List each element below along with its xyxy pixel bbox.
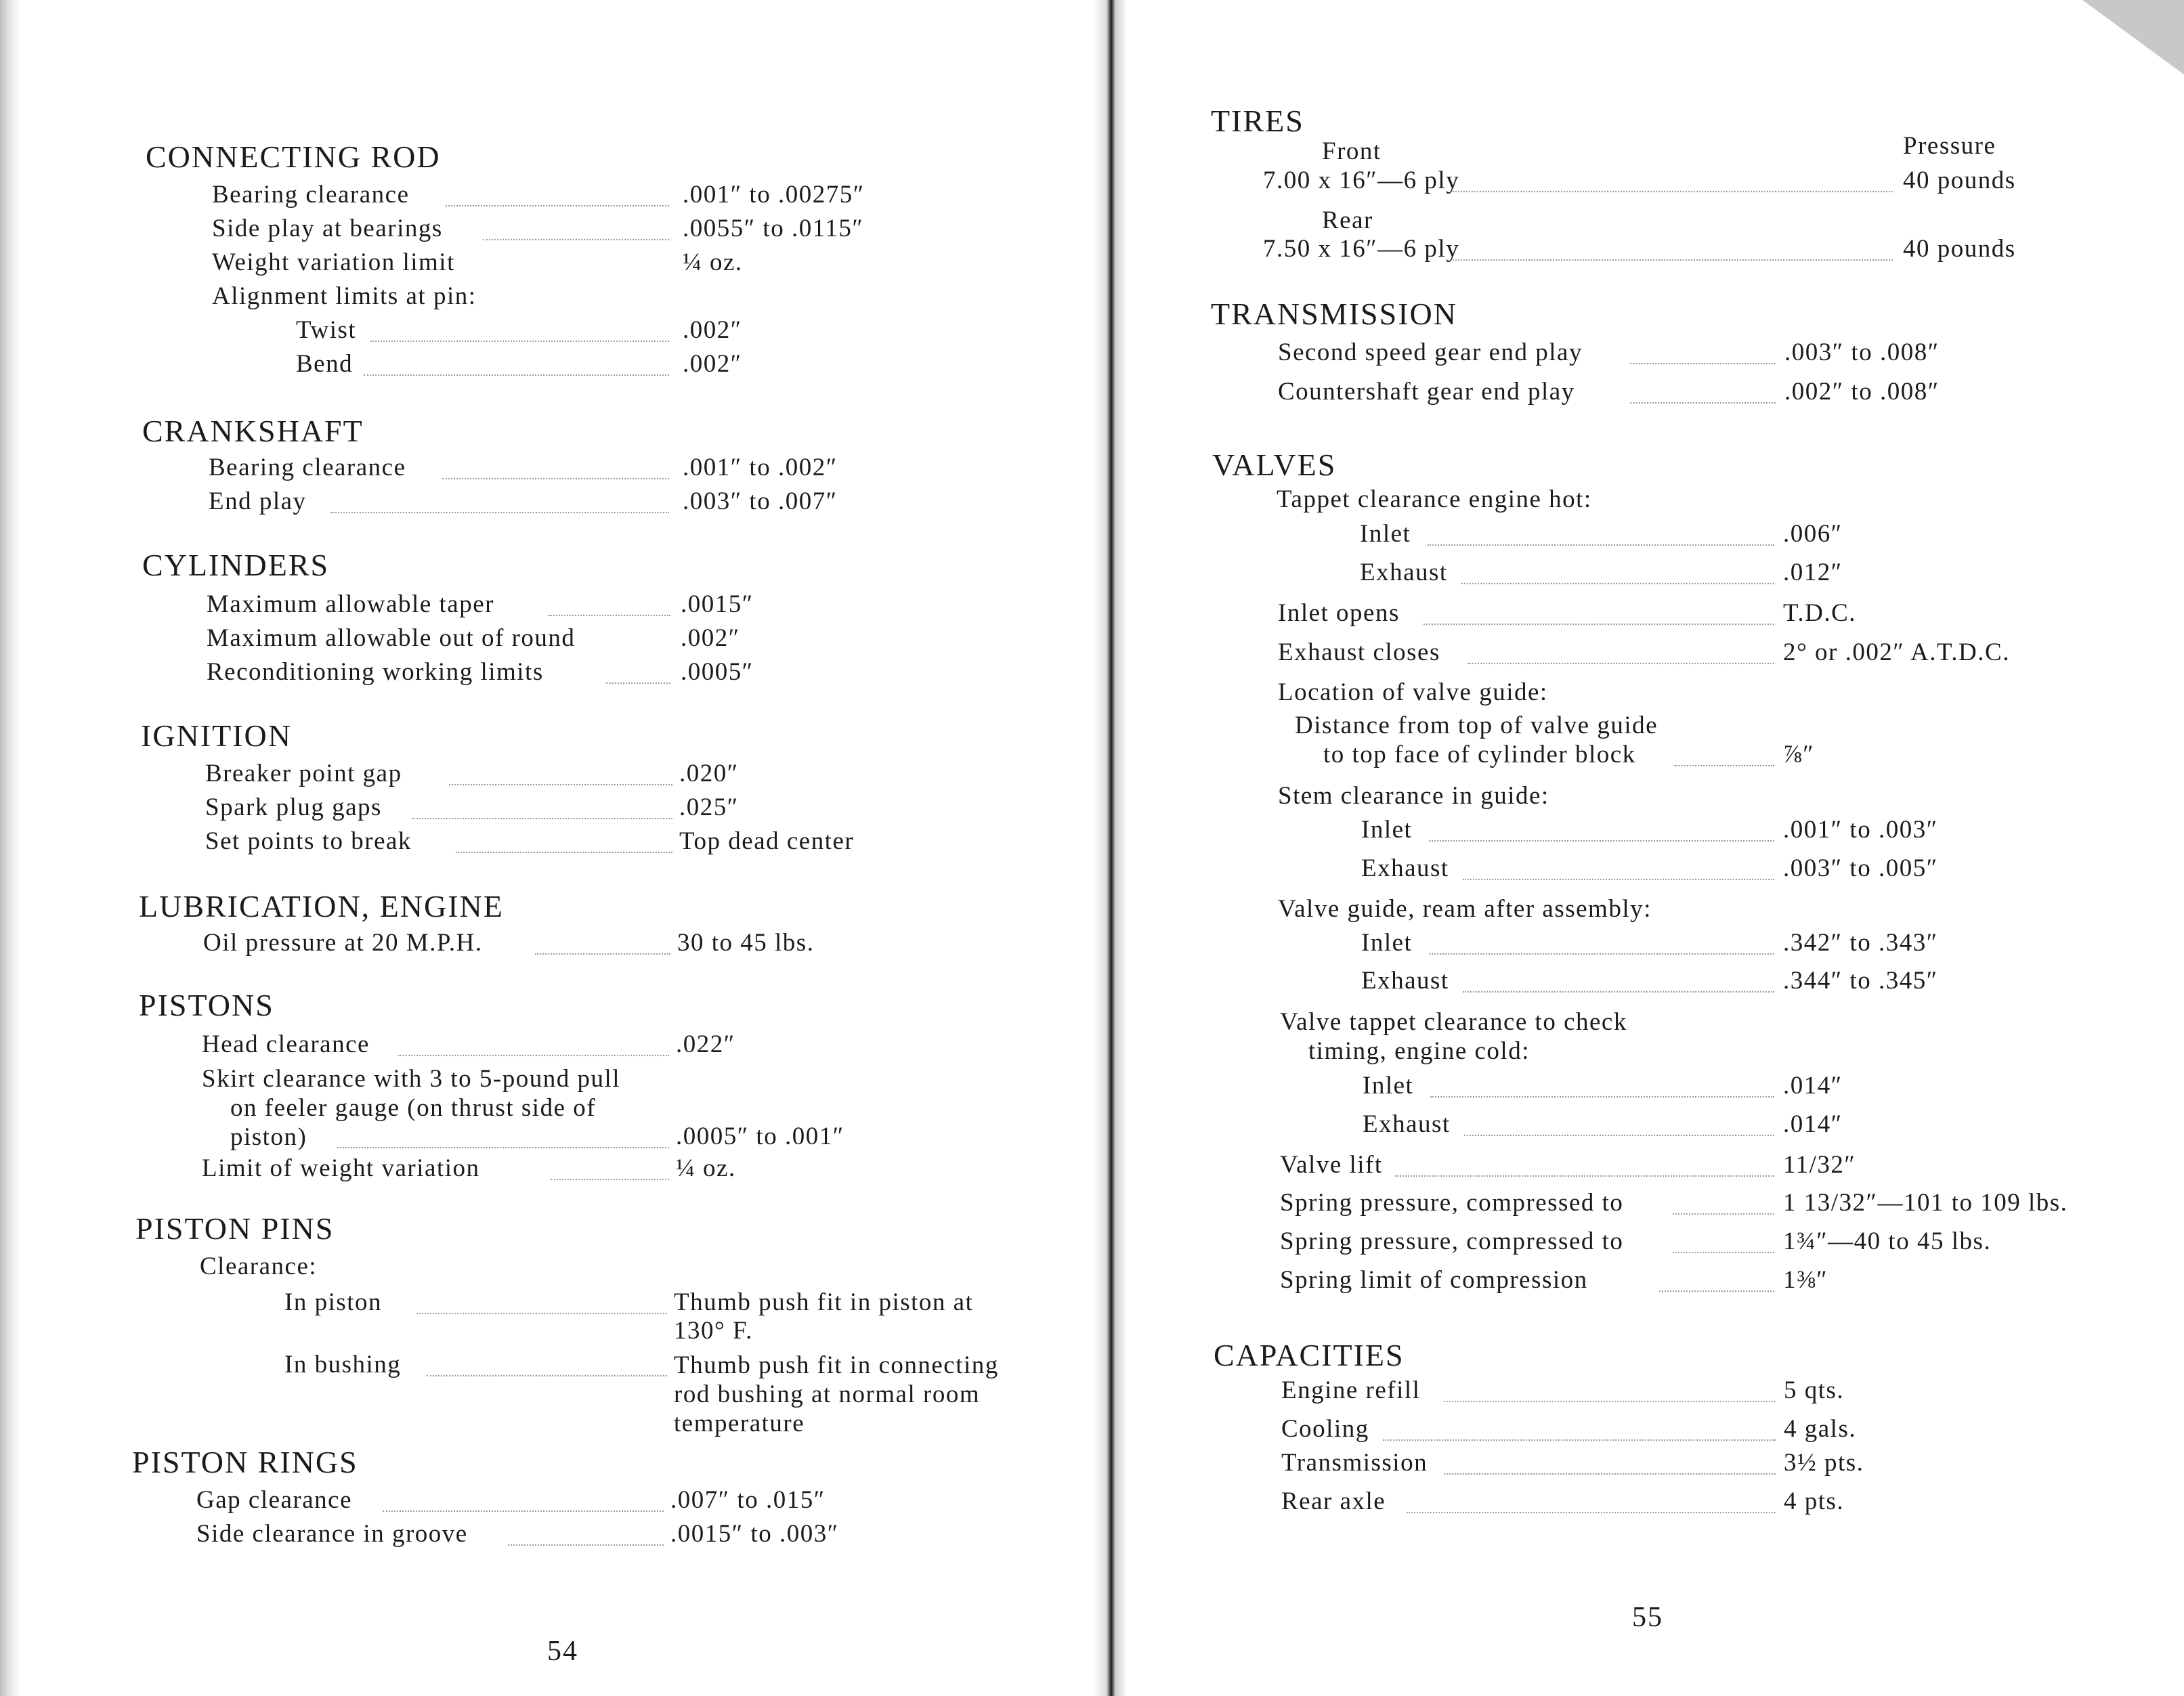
spec-label: Bearing clearance xyxy=(209,454,406,481)
spec-subheading-tappet-hot xyxy=(1277,485,2089,523)
spec-value: 40 pounds xyxy=(1903,235,2016,263)
spec-label: Valve lift xyxy=(1280,1151,1383,1179)
spec-value: 4 pts. xyxy=(1784,1487,1845,1515)
spec-label: Side clearance in groove xyxy=(196,1520,468,1548)
spec-label: Bearing clearance xyxy=(212,181,410,209)
dot-leader xyxy=(508,1544,664,1546)
dot-leader xyxy=(427,1375,667,1376)
spec-row-stem-exhaust xyxy=(1361,854,2106,892)
skirt-line-3: piston) xyxy=(230,1123,307,1151)
spec-label: Head clearance xyxy=(202,1030,370,1058)
spec-value: Thumb push fit in connecting rod bushing at normal room temperature xyxy=(674,1351,999,1437)
spec-row-second-speed xyxy=(1278,339,2091,376)
dot-leader xyxy=(1468,663,1774,664)
spec-value: .001″ to .002″ xyxy=(683,454,838,481)
dot-leader xyxy=(606,682,670,684)
spec-label: Cooling xyxy=(1281,1415,1369,1443)
spec-row-in-piston xyxy=(284,1288,1029,1349)
spec-value: .025″ xyxy=(679,793,739,821)
spec-row-max-out-of-round xyxy=(207,624,884,662)
dot-leader xyxy=(1464,1135,1774,1136)
spec-subheading-clearance xyxy=(200,1253,877,1290)
spec-value: .001″ to .003″ xyxy=(1783,816,1938,844)
dot-leader xyxy=(330,512,669,513)
spec-value: ¼ oz. xyxy=(676,1154,736,1182)
spec-value: .003″ to .005″ xyxy=(1783,854,1938,882)
section-title-ignition: IGNITION xyxy=(141,718,292,753)
spec-row-exhaust-closes xyxy=(1278,638,2124,676)
spec-row-transmission-capacity xyxy=(1281,1449,2094,1487)
spec-row-stem-inlet xyxy=(1361,816,2106,854)
dot-leader xyxy=(412,818,672,819)
spec-row-bend xyxy=(296,350,905,388)
dot-leader xyxy=(398,1055,669,1056)
spec-value: .0015″ to .003″ xyxy=(670,1520,839,1548)
spec-label: Exhaust xyxy=(1361,854,1449,882)
dot-leader xyxy=(483,239,669,240)
spec-subheading-stem xyxy=(1278,782,2091,820)
spec-row-side-clearance xyxy=(196,1520,874,1558)
dot-leader xyxy=(1673,1213,1774,1215)
spec-row-skirt-clearance xyxy=(202,1064,879,1159)
spec-row-weight-limit xyxy=(202,1154,879,1192)
dot-leader xyxy=(1463,879,1774,880)
spec-row-twist xyxy=(296,316,905,354)
spec-label: Set points to break xyxy=(205,827,412,855)
tires-rear-label: Rear xyxy=(1322,206,1373,234)
spec-row-spring-pressure-1 xyxy=(1280,1189,2160,1227)
spec-value: .014″ xyxy=(1783,1072,1843,1100)
section-title-transmission: TRANSMISSION xyxy=(1211,297,1457,331)
spec-label: Tappet clearance engine hot: xyxy=(1277,485,1592,513)
spec-value: 1 13/32″—101 to 109 lbs. xyxy=(1783,1189,2068,1217)
dot-leader xyxy=(1461,583,1774,584)
spec-value: .344″ to .345″ xyxy=(1783,967,1938,995)
spec-value: .022″ xyxy=(676,1030,735,1058)
spec-label: Maximum allowable taper xyxy=(207,590,494,618)
section-title-cylinders: CYLINDERS xyxy=(142,548,330,582)
spec-row-spring-limit xyxy=(1280,1266,2160,1304)
spec-row-engine-refill xyxy=(1281,1376,2094,1414)
spec-row-max-taper xyxy=(207,590,884,628)
spec-label: Countershaft gear end play xyxy=(1278,378,1575,406)
spec-row-gap-clearance xyxy=(196,1486,874,1524)
section-title-piston-rings: PISTON RINGS xyxy=(132,1445,358,1479)
spec-value: 2° or .002″ A.T.D.C. xyxy=(1783,638,2010,666)
spec-label: Inlet xyxy=(1363,1072,1414,1100)
dot-leader xyxy=(1423,624,1774,625)
spec-value: .020″ xyxy=(679,760,739,787)
spec-label: Gap clearance xyxy=(196,1486,353,1514)
spec-row-inlet-opens xyxy=(1278,599,2124,637)
guide-distance-line-2: to top face of cylinder block xyxy=(1323,741,1636,768)
spec-row-weight-variation xyxy=(212,248,889,286)
dot-leader xyxy=(1428,544,1774,546)
spec-value: .012″ xyxy=(1783,559,1843,586)
dot-leader xyxy=(1430,1096,1774,1097)
spec-value: 30 to 45 lbs. xyxy=(677,929,815,957)
section-title-capacities: CAPACITIES xyxy=(1214,1338,1405,1372)
dot-leader xyxy=(549,615,670,616)
spec-label: In bushing xyxy=(284,1351,402,1378)
spec-label: Engine refill xyxy=(1281,1376,1421,1404)
spec-row-reconditioning xyxy=(207,658,884,696)
spec-row-timing-inlet xyxy=(1363,1072,2107,1110)
spec-value: .0015″ xyxy=(681,590,754,618)
spec-row-head-clearance xyxy=(202,1030,879,1068)
dot-leader xyxy=(1659,1290,1774,1292)
guide-distance-line-1: Distance from top of valve guide xyxy=(1295,712,1658,739)
spec-label xyxy=(202,1064,620,1152)
page-number: 54 xyxy=(547,1636,578,1667)
spec-label: Side play at bearings xyxy=(212,215,443,242)
section-title-tires: TIRES xyxy=(1211,104,1304,138)
spec-value: ¼ oz. xyxy=(683,248,743,276)
dot-leader xyxy=(1383,1439,1776,1441)
dot-leader xyxy=(383,1510,664,1512)
skirt-line-1: Skirt clearance with 3 to 5-pound pull xyxy=(202,1065,621,1093)
spec-row-set-points xyxy=(205,827,882,865)
section-title-pistons: PISTONS xyxy=(139,988,274,1022)
spec-value: 3½ pts. xyxy=(1784,1449,1864,1477)
dot-leader xyxy=(1429,840,1774,842)
spec-value: .0005″ xyxy=(681,658,754,686)
spec-row-ream-inlet xyxy=(1361,929,2106,967)
spec-label: Exhaust xyxy=(1360,559,1448,586)
spec-row-timing-exhaust xyxy=(1363,1110,2107,1148)
spec-value: 5 qts. xyxy=(1784,1376,1845,1404)
section-title-piston-pins: PISTON PINS xyxy=(135,1211,335,1246)
spec-value: 1¾″—40 to 45 lbs. xyxy=(1783,1227,1992,1255)
timing-line-1: Valve tappet clearance to check xyxy=(1280,1008,1627,1036)
spec-label: Valve guide, ream after assembly: xyxy=(1278,895,1652,923)
spec-row-tappet-exhaust xyxy=(1360,559,2105,596)
spec-value: .0005″ to .001″ xyxy=(676,1123,844,1150)
section-title-connecting-rod: CONNECTING ROD xyxy=(146,139,441,174)
dot-leader xyxy=(1395,1175,1774,1177)
spec-label: Clearance: xyxy=(200,1253,318,1280)
spec-value: .002″ xyxy=(681,624,740,652)
spec-label: Second speed gear end play xyxy=(1278,339,1583,366)
spec-row-countershaft xyxy=(1278,378,2091,416)
spec-label: Bend xyxy=(296,350,354,378)
dot-leader xyxy=(446,205,669,206)
spec-value: .342″ to .343″ xyxy=(1783,929,1938,957)
spec-label: Inlet xyxy=(1361,816,1413,844)
dot-leader xyxy=(337,1147,669,1148)
spec-label: Spark plug gaps xyxy=(205,793,382,821)
spec-label: Limit of weight variation xyxy=(202,1154,480,1182)
dot-leader xyxy=(551,1179,669,1180)
spec-row-ream-exhaust xyxy=(1361,967,2106,1005)
spec-label: Inlet xyxy=(1360,520,1411,548)
dot-leader xyxy=(1630,363,1776,364)
spec-row-rear-tire xyxy=(1263,235,2076,273)
dot-leader xyxy=(535,953,670,955)
spec-value: 4 gals. xyxy=(1784,1415,1857,1443)
spec-row-bearing-clearance xyxy=(212,181,889,219)
spec-label: 7.00 x 16″—6 ply xyxy=(1263,167,1460,194)
dot-leader xyxy=(456,852,672,853)
spec-label: Oil pressure at 20 M.P.H. xyxy=(203,929,483,957)
spec-label xyxy=(1280,1007,1627,1066)
spec-subheading-ream xyxy=(1278,895,2091,933)
spec-label: Alignment limits at pin: xyxy=(212,282,477,310)
spec-label: Breaker point gap xyxy=(205,760,402,787)
spec-row-cooling xyxy=(1281,1415,2094,1453)
dot-leader xyxy=(449,784,672,785)
spec-row-spark-plug xyxy=(205,793,882,831)
spec-row-front-tire xyxy=(1263,167,2076,204)
spec-label xyxy=(1295,711,1658,769)
spec-label: Spring pressure, compressed to xyxy=(1280,1227,1624,1255)
spec-row-crank-bearing xyxy=(209,454,886,492)
spec-value: .002″ xyxy=(683,350,742,378)
dot-leader xyxy=(416,1313,667,1314)
spec-label: Exhaust closes xyxy=(1278,638,1440,666)
tires-pressure-header: Pressure xyxy=(1903,132,1996,160)
spec-label: Transmission xyxy=(1281,1449,1428,1477)
spec-label: In piston xyxy=(284,1288,383,1316)
spec-row-guide-distance xyxy=(1295,711,2107,775)
spec-value: Top dead center xyxy=(679,827,855,855)
spec-value: .006″ xyxy=(1783,520,1843,548)
spec-value: .014″ xyxy=(1783,1110,1843,1138)
dot-leader xyxy=(370,341,669,342)
section-title-lubrication: LUBRICATION, ENGINE xyxy=(139,889,504,923)
spec-value: .003″ to .008″ xyxy=(1784,339,1940,366)
timing-line-2: timing, engine cold: xyxy=(1308,1037,1530,1065)
spec-label: Maximum allowable out of round xyxy=(207,624,576,652)
skirt-line-2: on feeler gauge (on thrust side of xyxy=(230,1094,597,1122)
spec-value: .003″ to .007″ xyxy=(683,487,838,515)
spec-subheading-timing xyxy=(1280,1007,2093,1072)
spec-row-breaker-gap xyxy=(205,760,882,798)
spec-row-side-play xyxy=(212,215,889,253)
dot-leader xyxy=(1674,765,1774,766)
spec-label: End play xyxy=(209,487,307,515)
spec-label: Weight variation limit xyxy=(212,248,455,276)
spec-label: Rear axle xyxy=(1281,1487,1386,1515)
section-title-crankshaft: CRANKSHAFT xyxy=(142,414,364,448)
dot-leader xyxy=(1407,1512,1776,1513)
dot-leader xyxy=(1444,1401,1776,1402)
spec-label: Location of valve guide: xyxy=(1278,678,1548,706)
spec-label: Exhaust xyxy=(1363,1110,1451,1138)
spec-label: Inlet opens xyxy=(1278,599,1400,627)
dot-leader xyxy=(1463,991,1774,993)
spec-row-crank-end-play xyxy=(209,487,886,525)
spec-row-spring-pressure-2 xyxy=(1280,1227,2160,1265)
dot-leader xyxy=(442,478,669,479)
spec-value: .002″ xyxy=(683,316,742,344)
spec-value: .0055″ to .0115″ xyxy=(683,215,864,242)
spec-value: .007″ to .015″ xyxy=(670,1486,826,1514)
dot-leader xyxy=(1453,191,1893,192)
spec-value: Thumb push fit in piston at 130° F. xyxy=(674,1288,974,1345)
page-55 xyxy=(1111,0,2184,1696)
section-title-valves: VALVES xyxy=(1212,448,1337,482)
tires-front-label: Front xyxy=(1322,137,1382,165)
spec-value: 11/32″ xyxy=(1783,1151,1856,1179)
spec-row-in-bushing xyxy=(284,1351,1029,1445)
spec-label: Twist xyxy=(296,316,357,344)
spec-value: ⅞″ xyxy=(1783,741,1815,768)
spec-value: 1⅜″ xyxy=(1783,1266,1828,1294)
spec-value: .002″ to .008″ xyxy=(1784,378,1940,406)
spec-label: 7.50 x 16″—6 ply xyxy=(1263,235,1460,263)
spec-label: Reconditioning working limits xyxy=(207,658,544,686)
dot-leader xyxy=(364,374,669,376)
spec-label: Spring pressure, compressed to xyxy=(1280,1189,1624,1217)
spec-value: T.D.C. xyxy=(1783,599,1857,627)
spec-label: Inlet xyxy=(1361,929,1413,957)
dot-leader xyxy=(1630,402,1776,404)
spec-subheading-alignment xyxy=(212,282,889,320)
spec-row-valve-lift xyxy=(1280,1151,2160,1189)
spec-label: Stem clearance in guide: xyxy=(1278,782,1549,810)
dot-leader xyxy=(1453,259,1893,261)
spec-row-rear-axle xyxy=(1281,1487,2094,1525)
spec-value: .001″ to .00275″ xyxy=(683,181,865,209)
page-number: 55 xyxy=(1632,1602,1663,1633)
spec-value: 40 pounds xyxy=(1903,167,2016,194)
dot-leader xyxy=(1429,953,1774,955)
dot-leader xyxy=(1444,1473,1776,1475)
spec-label: Spring limit of compression xyxy=(1280,1266,1588,1294)
spec-label: Exhaust xyxy=(1361,967,1449,995)
spec-row-tappet-inlet xyxy=(1360,520,2105,558)
spec-row-oil-pressure xyxy=(203,929,880,967)
dot-leader xyxy=(1673,1252,1774,1253)
